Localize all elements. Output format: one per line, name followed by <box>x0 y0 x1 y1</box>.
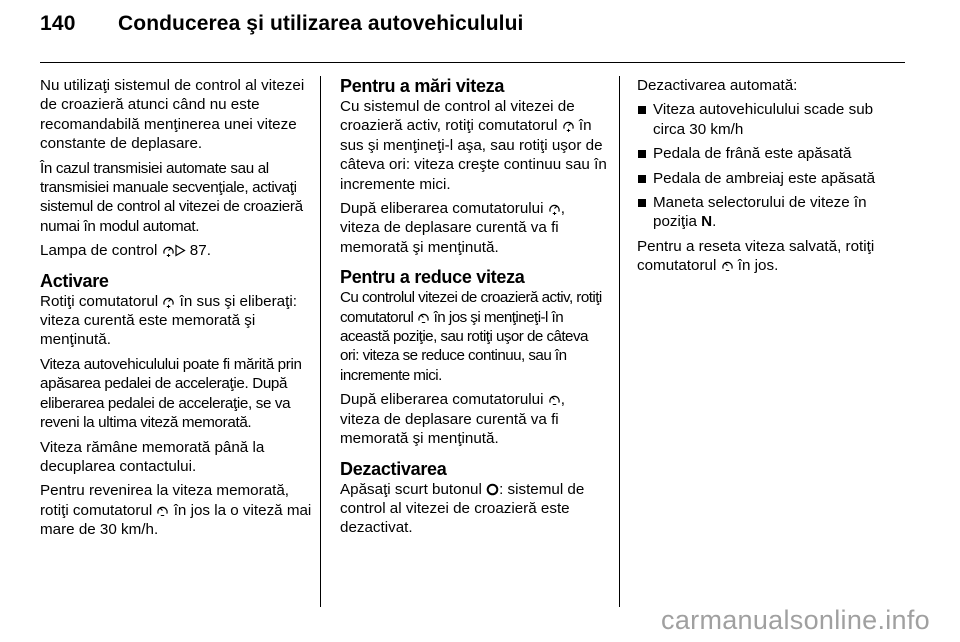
increase-p2-text-b: , viteza de deplasare curentă va fi memorată şi menţinută. <box>340 200 565 256</box>
deactivation-paragraph <box>340 480 608 538</box>
cruise-minus-icon <box>417 311 430 324</box>
decrease-p2-text-b: , viteza de deplasare curentă va fi memorată şi menţinută. <box>340 391 565 448</box>
increase-p1-text-a: Cu sistemul de control al vitezei de croazieră activ, rotiţi comutatorul <box>340 98 575 135</box>
auto-deactivation-heading: Dezactivarea automată: <box>637 77 798 94</box>
column-middle <box>340 76 608 543</box>
decrease-paragraph-1 <box>340 288 608 385</box>
bullet-item-4 <box>637 193 905 232</box>
activare-p1-text-a: Rotiţi comutatorul <box>40 292 163 310</box>
activare-p1-text-b: în sus şi eliberaţi: viteza curentă este memorată şi menţinută. <box>40 292 297 349</box>
section-heading-decrease-speed: Pentru a reduce viteza <box>340 267 525 288</box>
control-lamp-line <box>40 241 312 260</box>
bullet-item-3 <box>637 169 905 188</box>
ring-icon <box>486 483 499 496</box>
bullet-text-3: Pedala de ambreiaj este apăsată <box>653 169 876 187</box>
gear-position-n: N <box>701 213 713 231</box>
increase-paragraph-1 <box>340 97 608 194</box>
deactivation-text-b: : sistemul de control al vitezei de croazieră este dezactivat. <box>340 480 585 537</box>
increase-p1-text-b: în sus şi menţineţi-l aşa, sau rotiţi uşor de câteva ori: viteza creşte continuu sau în incremente mici. <box>340 117 607 193</box>
column-divider-left <box>320 76 321 607</box>
cruise-plus-icon <box>162 244 175 257</box>
increase-p2-text-a: După eliberarea comutatorului <box>340 200 548 218</box>
activare-paragraph-2: Viteza autovehiculului poate fi mărită prin apăsarea pedalei de acceleraţie. După eliberarea pedalei de acceleraţie, se va reveni la ultima viteză memorată. <box>40 355 302 432</box>
activare-paragraph-3: Viteza rămâne memorată până la decuplarea contactului. <box>40 438 265 475</box>
cruise-plus-icon <box>562 119 575 132</box>
activare-p4-text-b: în jos la o viteză mai mare de 30 km/h. <box>40 501 312 539</box>
section-heading-activare: Activare <box>40 270 109 291</box>
bullet-item-2 <box>637 144 905 163</box>
bullet-square-icon <box>638 199 646 207</box>
decrease-p2-text-a: După eliberarea comutatorului <box>340 391 548 409</box>
bullet-square-icon <box>638 106 646 114</box>
bullet-text-1: Viteza autovehiculului scade sub circa 30 km/h <box>653 101 874 138</box>
decrease-paragraph-2 <box>340 390 608 448</box>
column-right <box>637 76 905 281</box>
watermark: carmanualsonline.info <box>661 605 930 635</box>
page-ref-icon <box>175 244 186 257</box>
reset-paragraph <box>637 237 905 276</box>
control-lamp-prefix: Lampa de control <box>40 242 162 260</box>
cruise-minus-icon <box>548 393 561 406</box>
page-title: Conducerea şi utilizarea autovehiculului <box>118 12 524 35</box>
bullet-text-2: Pedala de frână este apăsată <box>653 145 852 163</box>
intro-paragraph: Nu utilizaţi sistemul de control al vitezei de croazieră atunci când nu este recomandabilă menţinerea unei viteze constante de deplasare. <box>40 77 305 153</box>
section-heading-increase-speed: Pentru a mări viteza <box>340 76 505 96</box>
reset-text-a: Pentru a reseta viteza salvată, rotiţi comutatorul <box>637 237 875 275</box>
control-lamp-page: 87. <box>185 242 211 260</box>
cruise-plus-icon <box>548 202 561 215</box>
cruise-plus-icon <box>162 295 175 308</box>
bullet-square-icon <box>638 175 646 183</box>
section-heading-deactivation: Dezactivarea <box>340 458 447 479</box>
decrease-p1-text-a: Cu controlul vitezei de croazieră activ, rotiţi comutatorul <box>340 289 602 326</box>
cruise-minus-icon <box>721 259 734 272</box>
reset-text-b: în jos. <box>733 257 779 275</box>
bullet-square-icon <box>638 150 646 158</box>
increase-paragraph-2 <box>340 199 608 257</box>
activare-paragraph-1 <box>40 292 312 350</box>
activare-p4-text-a: Pentru revenirea la viteza memorată, rotiţi comutatorul <box>40 482 290 519</box>
header-rule <box>40 62 905 63</box>
decrease-p1-text-b: în jos şi menţineţi-l în această poziţie, sau rotiţi uşor de câteva ori: viteza se reduce continuu, sau în incremente mici. <box>340 308 588 384</box>
page-number: 140 <box>40 12 76 35</box>
column-left <box>40 76 312 545</box>
deactivation-text-a: Apăsaţi scurt butonul <box>340 480 487 498</box>
cruise-minus-icon <box>156 504 169 517</box>
bullet-item-1 <box>637 100 905 139</box>
automatic-transmission-note: În cazul transmisiei automate sau al transmisiei manuale secvenţiale, activaţi sistemul de control al vitezei de croazieră numai în modul automat. <box>40 159 303 235</box>
bullet-text-4a: Maneta selectorului de viteze în poziţia <box>653 194 867 231</box>
column-divider-right <box>619 76 620 607</box>
activare-paragraph-4 <box>40 481 312 539</box>
bullet-text-4c: . <box>712 213 717 231</box>
